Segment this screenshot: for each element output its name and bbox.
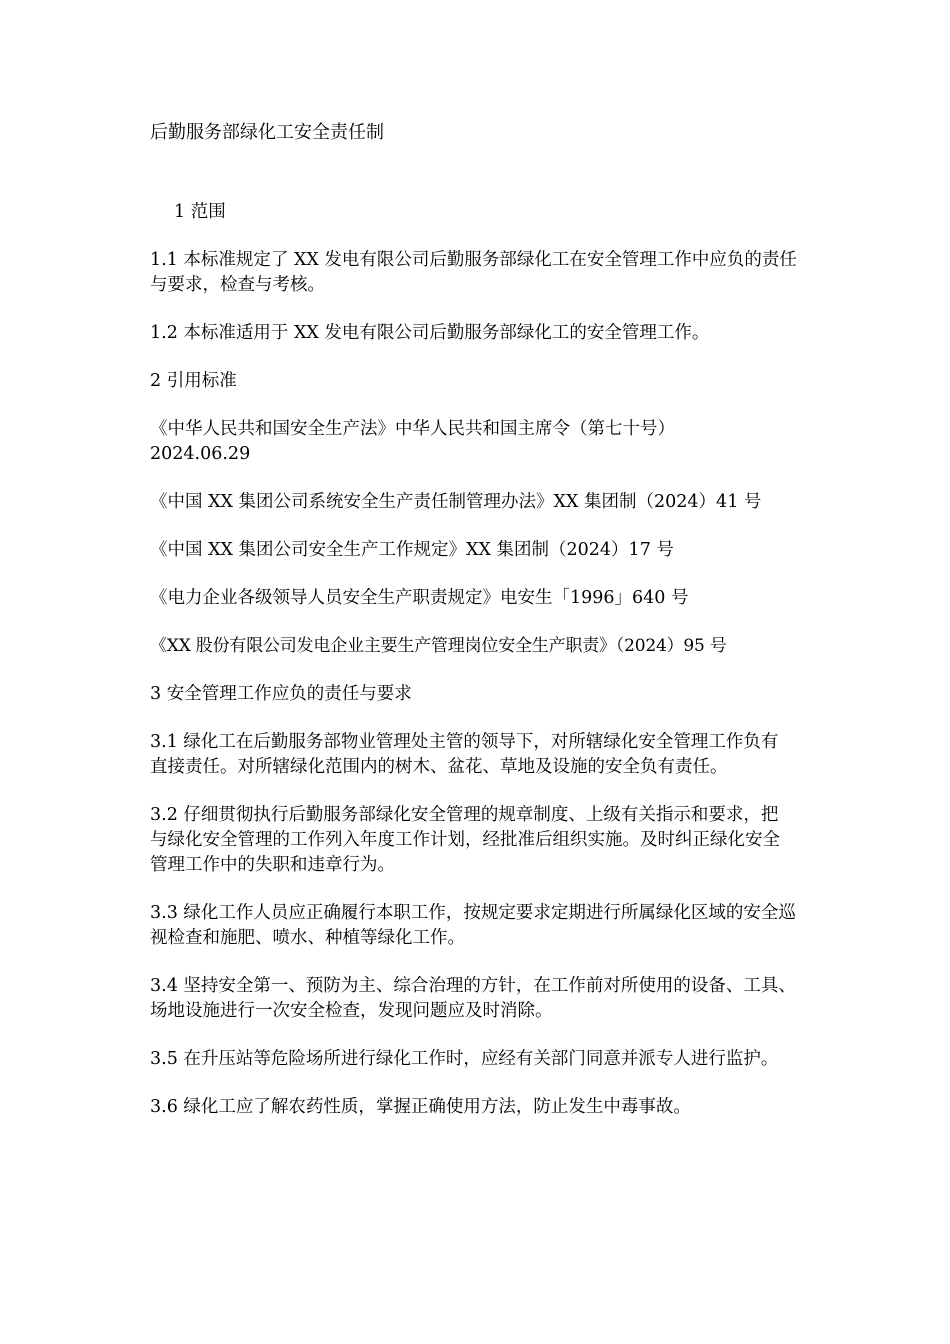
paragraph-3-2: 3.2 仔细贯彻执行后勤服务部绿化安全管理的规章制度、上级有关指示和要求，把与绿化安全管理的工作列入年度工作计划，经批准后组织实施。及时纠正绿化安全管理工作中的失职和违章行为。 — [150, 805, 780, 875]
section-heading-references: 2 引用标准 — [150, 371, 237, 391]
reference-item: 《中华人民共和国安全生产法》中华人民共和国主席令（第七十号）2024.06.29 — [150, 419, 675, 464]
reference-item: 《电力企业各级领导人员安全生产职责规定》电安生「1996」640 号 — [150, 588, 689, 608]
document-page — [150, 120, 810, 1143]
paragraph-1-2: 1.2 本标准适用于 XX 发电有限公司后勤服务部绿化工的安全管理工作。 — [150, 323, 710, 343]
paragraph-3-5: 3.5 在升压站等危险场所进行绿化工作时，应经有关部门同意并派专人进行监护。 — [150, 1049, 779, 1069]
paragraph-1-1: 1.1 本标准规定了 XX 发电有限公司后勤服务部绿化工在安全管理工作中应负的责任与要求，检查与考核。 — [150, 250, 797, 295]
paragraph-3-6: 3.6 绿化工应了解农药性质，掌握正确使用方法，防止发生中毒事故。 — [150, 1097, 691, 1117]
reference-item: 《中国 XX 集团公司系统安全生产责任制管理办法》XX 集团制（2024）41 号 — [150, 492, 762, 512]
paragraph-3-3: 3.3 绿化工作人员应正确履行本职工作，按规定要求定期进行所属绿化区域的安全巡视检查和施肥、喷水、种植等绿化工作。 — [150, 903, 796, 948]
section-heading-scope: 1 范围 — [174, 202, 226, 222]
reference-item: 《中国 XX 集团公司安全生产工作规定》XX 集团制（2024）17 号 — [150, 540, 674, 560]
paragraph-3-4: 3.4 坚持安全第一、预防为主、综合治理的方针，在工作前对所使用的设备、工具、场地设施进行一次安全检查，发现问题应及时消除。 — [150, 976, 796, 1021]
reference-item: 《XX 股份有限公司发电企业主要生产管理岗位安全生产职责》（2024）95 号 — [150, 636, 727, 656]
document-title: 后勤服务部绿化工安全责任制 — [150, 122, 384, 143]
section-heading-responsibilities: 3 安全管理工作应负的责任与要求 — [150, 684, 412, 704]
paragraph-3-1: 3.1 绿化工在后勤服务部物业管理处主管的领导下，对所辖绿化安全管理工作负有直接责任。对所辖绿化范围内的树木、盆花、草地及设施的安全负有责任。 — [150, 732, 779, 777]
